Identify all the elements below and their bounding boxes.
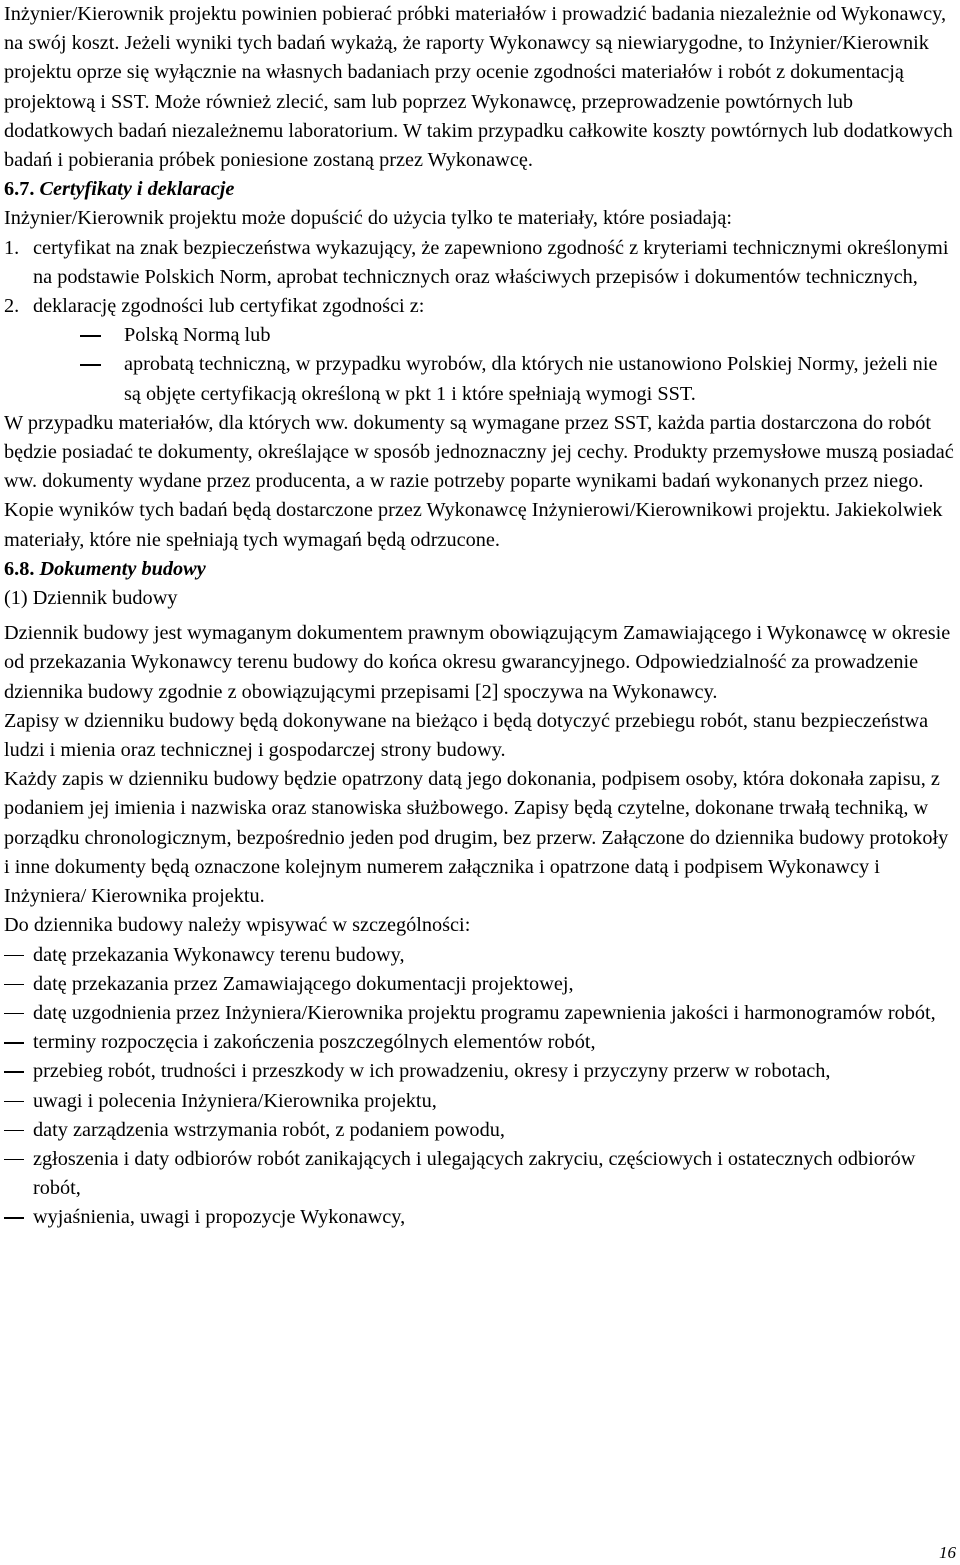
- dash-bullet-icon: [4, 1116, 33, 1145]
- section-6-7-closing: W przypadku materiałów, dla których ww. dokumenty są wymagane przez SST, każda partia dostarczona do robót będzie posiadać te dokumenty, określające w sposób jednoznaczny jej cechy. Produkty przemysłowe muszą posiadać ww. dokumenty wydane przez producenta, a w razie potrzeby poparte wynikami badań wykonanych przez niego. Kopie wyników tych badań będą dostarczone przez Wykonawcę Inżynierowi/Kierownikowi projektu. Jakiekolwiek materiały, które nie spełniają tych wymagań będą odrzucone.: [4, 411, 954, 551]
- list-item-text: datę uzgodnienia przez Inżyniera/Kierownika projektu programu zapewnienia jakości i harmonogramów robót,: [33, 1001, 936, 1024]
- list-item-marker: 2.: [4, 295, 20, 318]
- dash-bullet-icon: [4, 999, 33, 1028]
- dash-bullet-icon: [80, 321, 124, 350]
- list-item-text: certyfikat na znak bezpieczeństwa wykazujący, że zapewniono zgodność z kryteriami technicznymi określonymi na podstawie Polskich Norm, aprobat technicznych oraz właściwych przepisów i dokumentów technicznych,: [33, 236, 949, 288]
- list-item: [4, 292, 958, 321]
- list-item: [4, 999, 958, 1028]
- dash-bullet-icon: [4, 941, 33, 970]
- list-item-text: datę przekazania przez Zamawiającego dokumentacji projektowej,: [33, 972, 574, 995]
- section-6-8-number: 6.8.: [4, 557, 35, 580]
- dash-bullet-icon: [4, 1145, 33, 1203]
- dash-bullet-icon: [4, 1203, 33, 1232]
- list-item-text: Polską Normą lub: [124, 324, 271, 347]
- list-item: [4, 1028, 958, 1057]
- section-6-7-title: Certyfikaty i deklaracje: [39, 178, 235, 201]
- dash-bullet-icon: [80, 350, 124, 408]
- section-6-7-lead: Inżynier/Kierownik projektu może dopuścić do użycia tylko te materiały, które posiadają:: [4, 207, 733, 230]
- page-number: 16: [939, 1543, 956, 1562]
- list-item-text: przebieg robót, trudności i przeszkody w ich prowadzeniu, okresy i przyczyny przerw w robotach,: [33, 1060, 831, 1083]
- paragraph: Dziennik budowy jest wymaganym dokumentem prawnym obowiązującym Zamawiającego i Wykonawcę w okresie od przekazania Wykonawcy terenu budowy do końca okresu gwarancyjnego. Odpowiedzialność za prowadzenie dziennika budowy zgodnie z obowiązującymi przepisami [2] spoczywa na Wykonawcy.: [4, 622, 951, 703]
- dash-bullet-icon: [4, 1087, 33, 1116]
- list-item-text: terminy rozpoczęcia i zakończenia poszczególnych elementów robót,: [33, 1031, 596, 1054]
- dash-sublist: [4, 321, 958, 409]
- list-item: [4, 234, 958, 292]
- dash-bullet-icon: [4, 1028, 33, 1057]
- list-item-marker: 1.: [4, 236, 20, 259]
- list-item-text: wyjaśnienia, uwagi i propozycje Wykonawcy,: [33, 1206, 406, 1229]
- section-6-8-title: Dokumenty budowy: [39, 557, 206, 580]
- list-item-text: datę przekazania Wykonawcy terenu budowy,: [33, 943, 405, 966]
- list-item: [80, 321, 958, 350]
- list-item: [4, 970, 958, 999]
- paragraph: Zapisy w dzienniku budowy będą dokonywane na bieżąco i będą dotyczyć przebiegu robót, stanu bezpieczeństwa ludzi i mienia oraz technicznej i gospodarczej strony budowy.: [4, 709, 929, 762]
- list-item: [4, 1087, 958, 1116]
- list-item-text: deklarację zgodności lub certyfikat zgodności z:: [33, 295, 425, 318]
- section-6-8-heading: [4, 555, 958, 584]
- dash-bullet-icon: [4, 970, 33, 999]
- list-item: [4, 941, 958, 970]
- list-item: [80, 350, 958, 408]
- dash-list: [4, 941, 958, 1233]
- paragraph: Każdy zapis w dzienniku budowy będzie opatrzony datą jego dokonania, podpisem osoby, która dokonała zapisu, z podaniem jej imienia i nazwiska oraz stanowiska służbowego. Zapisy będą czytelne, dokonane trwałą techniką, w porządku chronologicznym, bezpośrednio jeden pod drugim, bez przerw. Załączone do dziennika budowy protokoły i inne dokumenty będą oznaczone kolejnym numerem załącznika i opatrzone datą i podpisem Wykonawcy i Inżyniera/ Kierownika projektu.: [4, 768, 949, 908]
- dash-bullet-icon: [4, 1057, 33, 1086]
- list-item: [4, 1145, 958, 1203]
- list-item-text: daty zarządzenia wstrzymania robót, z podaniem powodu,: [33, 1118, 505, 1141]
- list-item-text: uwagi i polecenia Inżyniera/Kierownika projektu,: [33, 1089, 437, 1112]
- list-item-text: zgłoszenia i daty odbiorów robót zanikających i ulegających zakryciu, częściowych i ostatecznych odbiorów robót,: [33, 1147, 916, 1200]
- intro-paragraph: Inżynier/Kierownik projektu powinien pobierać próbki materiałów i prowadzić badania niezależnie od Wykonawcy, na swój koszt. Jeżeli wyniki tych badań wykażą, że raporty Wykonawcy są niewiarygodne, to Inżynier/Kierownik projektu oprze się wyłącznie na własnych badaniach przy ocenie zgodności materiałów i robót z dokumentacją projektową i SST. Może również zlecić, sam lub poprzez Wykonawcę, przeprowadzenie powtórnych lub dodatkowych badań niezależnemu laboratorium. W takim przypadku całkowite koszty powtórnych lub dodatkowych badań i pobierania próbek poniesione zostaną przez Wykonawcę.: [4, 3, 953, 172]
- list-item: [4, 1057, 958, 1086]
- paragraph: Do dziennika budowy należy wpisywać w szczególności:: [4, 914, 471, 937]
- list-item: [4, 1116, 958, 1145]
- section-6-7-heading: [4, 175, 958, 204]
- section-6-7-number: 6.7.: [4, 178, 35, 201]
- list-item: [4, 1203, 958, 1232]
- document-page: [4, 0, 958, 1233]
- list-item-text: aprobatą techniczną, w przypadku wyrobów, dla których nie ustanowiono Polskiej Normy, jeżeli nie są objęte certyfikacją określoną w pkt 1 i które spełniają wymogi SST.: [124, 353, 938, 405]
- section-6-8-subtitle: (1) Dziennik budowy: [4, 587, 178, 610]
